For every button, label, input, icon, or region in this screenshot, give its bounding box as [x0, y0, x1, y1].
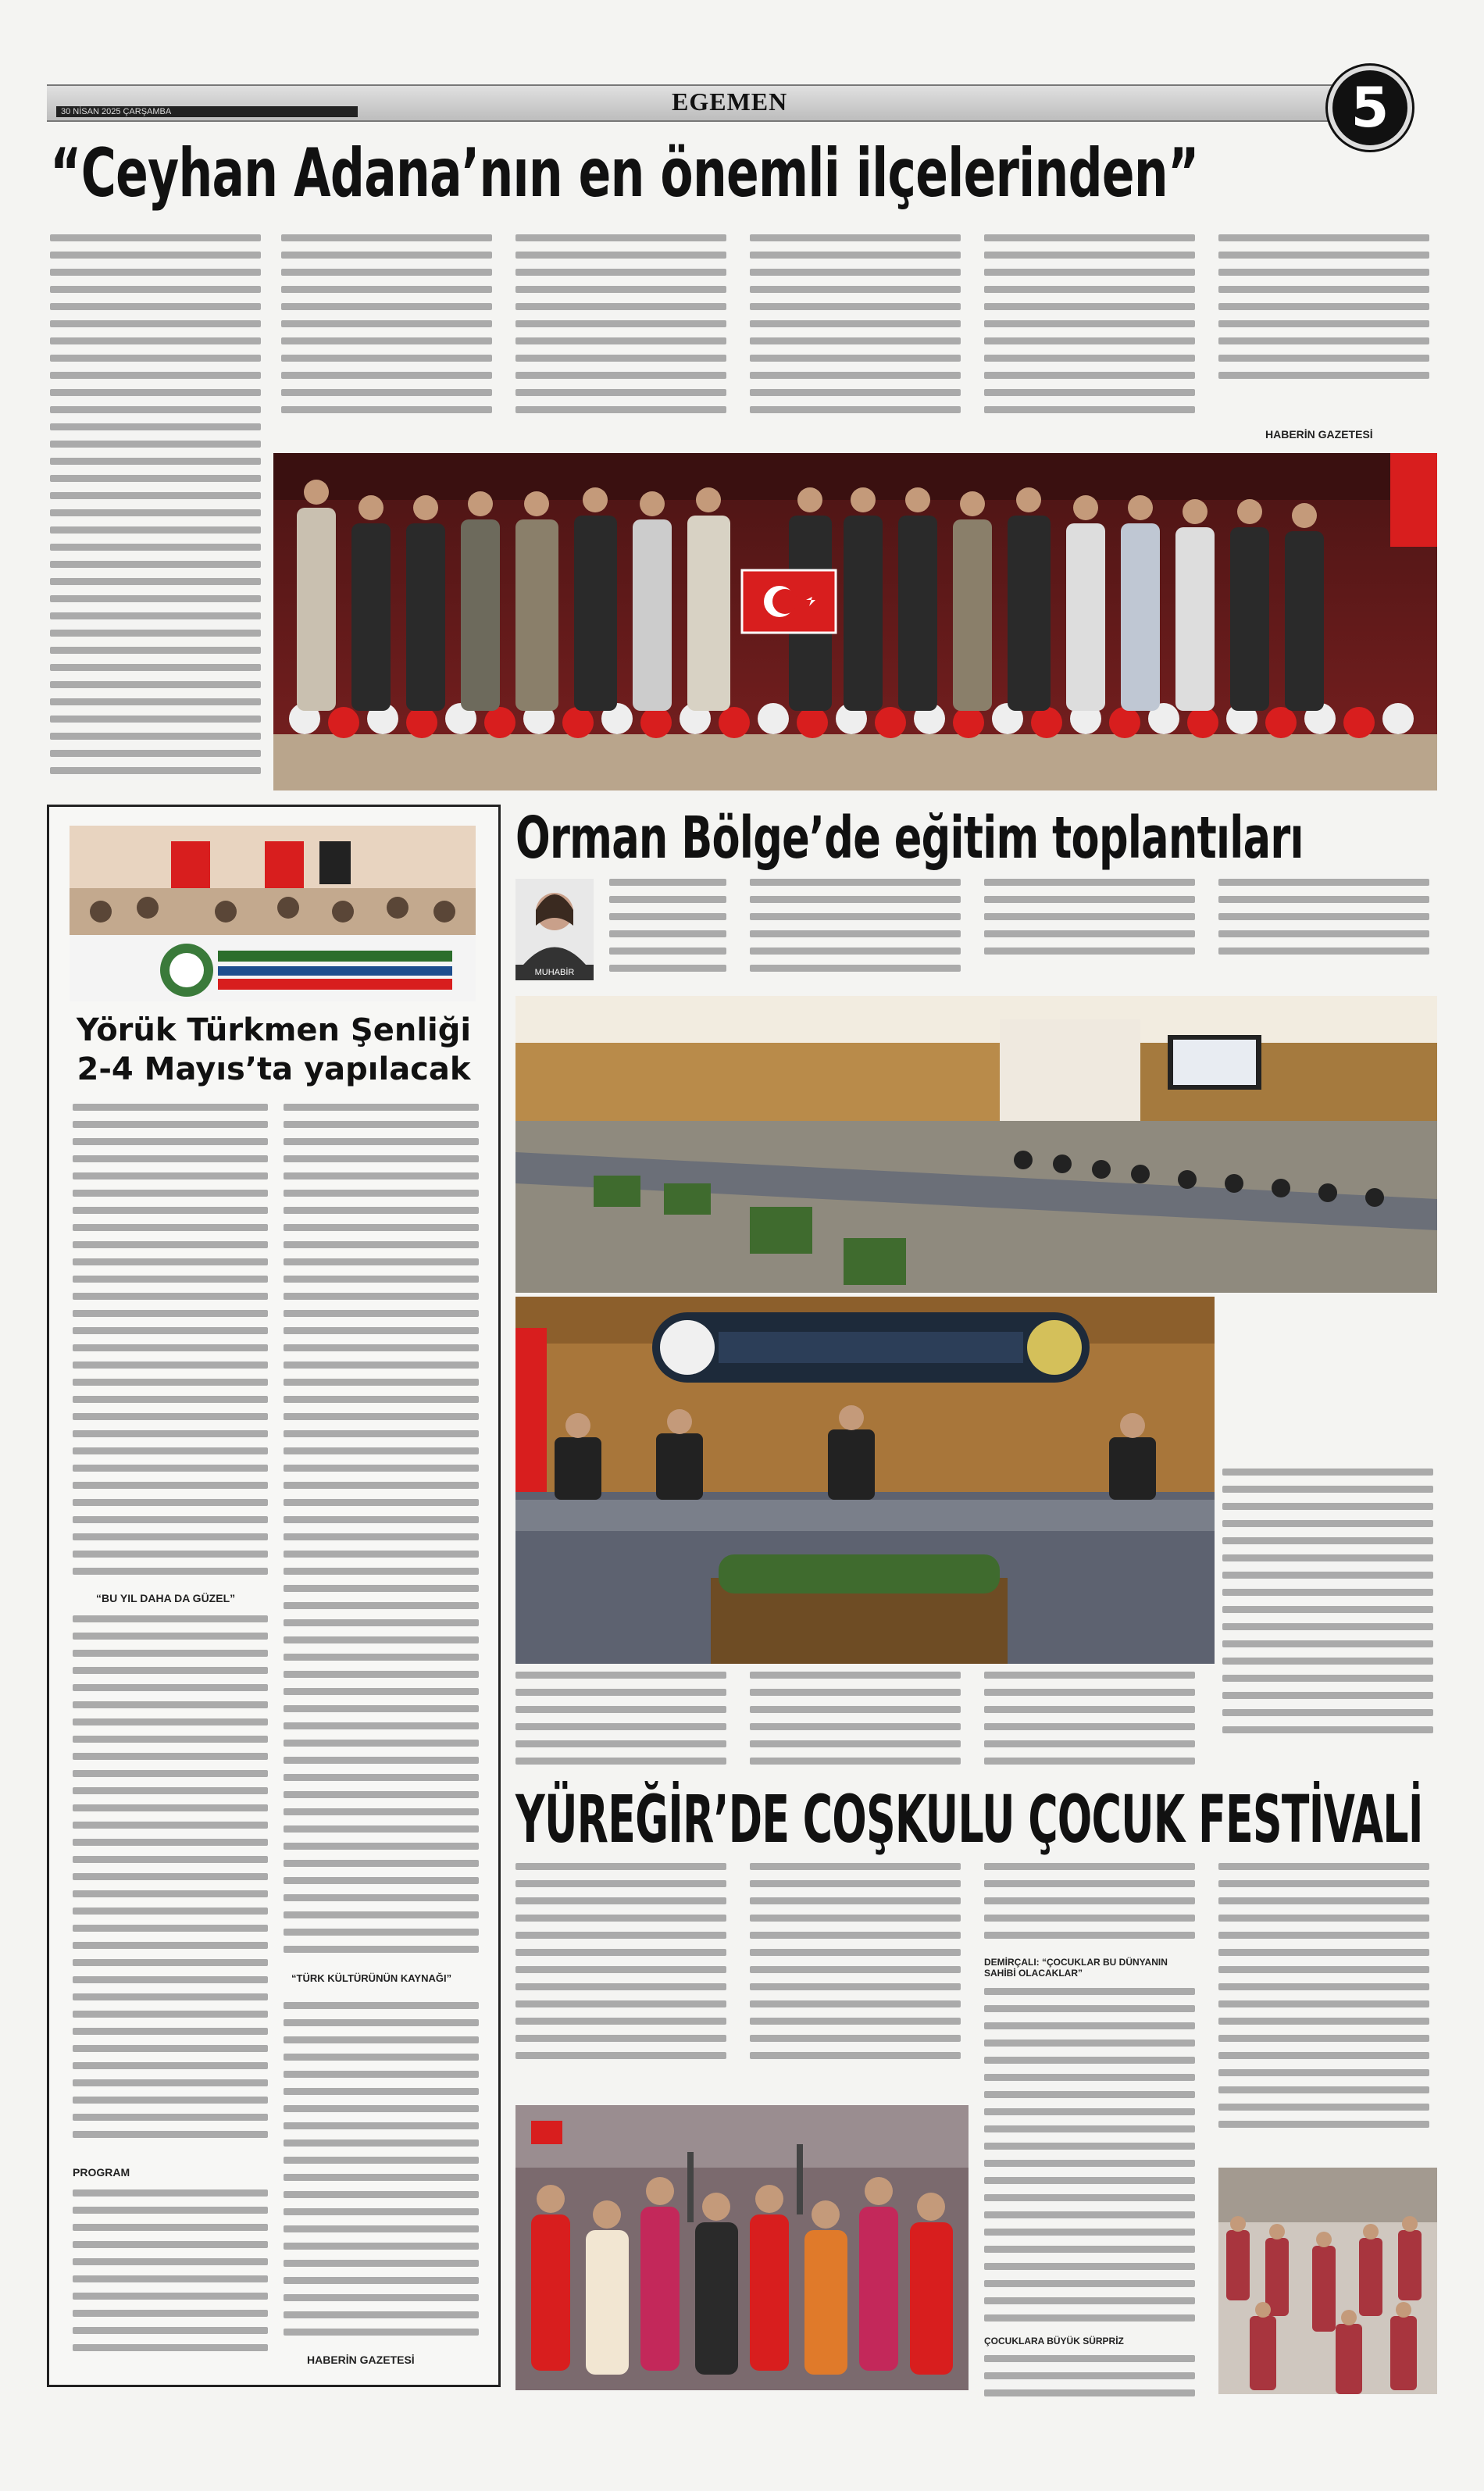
article2-text-bottom2: [750, 1672, 961, 1773]
reporter-name: MUHABİR: [515, 965, 594, 980]
article1-byline: HABERİN GAZETESİ: [1265, 428, 1373, 441]
article4-text-col2: [750, 1863, 961, 2074]
article4-text-col3b: [984, 1988, 1195, 2332]
article1-text-col5: [984, 234, 1195, 430]
reporter-photo: [515, 879, 594, 980]
article2-meeting-photo: [515, 996, 1437, 1293]
article3-photo: [70, 826, 476, 1001]
article3-text-col1b: [73, 1615, 268, 2162]
article4-subhead1: DEMİRÇALI: “ÇOCUKLAR BU DÜNYANIN SAHİBİ OLACAKLAR”: [984, 1957, 1168, 1979]
article4-text-col1: [515, 1863, 726, 2074]
article1-text-col4: [750, 234, 961, 430]
article3-text-col1: [73, 1104, 268, 1588]
article1-headline: “Ceyhan Adana’nın en önemli ilçelerinden”: [50, 134, 1199, 212]
article2-headline: Orman Bölge’de eğitim toplantıları: [515, 805, 1304, 872]
article3-box: [47, 805, 501, 2387]
article3-byline: HABERİN GAZETESİ: [307, 2354, 415, 2366]
article4-children-photo: [1218, 2168, 1437, 2394]
article2-text-col3: [984, 879, 1195, 980]
article4-text-col3c: [984, 2355, 1195, 2402]
article2-panel-photo: [515, 1297, 1215, 1664]
article4-text-col3a: [984, 1863, 1195, 1949]
article3-title-line2: 2-4 Mayıs’ta yapılacak: [77, 1051, 471, 1087]
article3-title-line1: Yörük Türkmen Şenliği: [76, 1012, 472, 1048]
article2-text-bottom1: [515, 1672, 726, 1773]
article4-subhead2: ÇOCUKLARA BÜYÜK SÜRPRİZ: [984, 2336, 1124, 2346]
article1-text-col1: [50, 234, 261, 797]
article1-group-photo: [273, 453, 1437, 790]
article4-headline: YÜREĞİR’DE COŞKULU ÇOCUK FESTİVALİ: [515, 1781, 1423, 1858]
masthead-date: 30 NİSAN 2025 ÇARŞAMBA: [56, 106, 358, 117]
article1-text-col2: [281, 234, 492, 430]
article4-dancers-photo: [515, 2105, 969, 2390]
article4-text-col4: [1218, 1863, 1429, 2144]
article1-text-col6: [1218, 234, 1429, 398]
masthead: [47, 76, 1437, 140]
article3-text-col2: [284, 1104, 479, 1963]
article1-text-col3: [515, 234, 726, 430]
page-number-badge: 5: [1328, 66, 1412, 150]
article3-subhead1: “BU YIL DAHA DA GÜZEL”: [96, 1592, 236, 1604]
article3-text-col1c: [73, 2189, 268, 2369]
article2-text-col1: [609, 879, 726, 980]
article2-text-col4: [1218, 879, 1429, 980]
article3-subhead3: PROGRAM: [73, 2166, 130, 2179]
article3-subhead2: “TÜRK KÜLTÜRÜNÜN KAYNAĞI”: [291, 1972, 452, 1984]
article3-text-col2b: [284, 2002, 479, 2346]
article2-text-bottom3: [984, 1672, 1195, 1773]
paper-name: EGEMEN: [672, 87, 788, 116]
article2-text-side: [1222, 1469, 1433, 1765]
article2-text-col2: [750, 879, 961, 980]
